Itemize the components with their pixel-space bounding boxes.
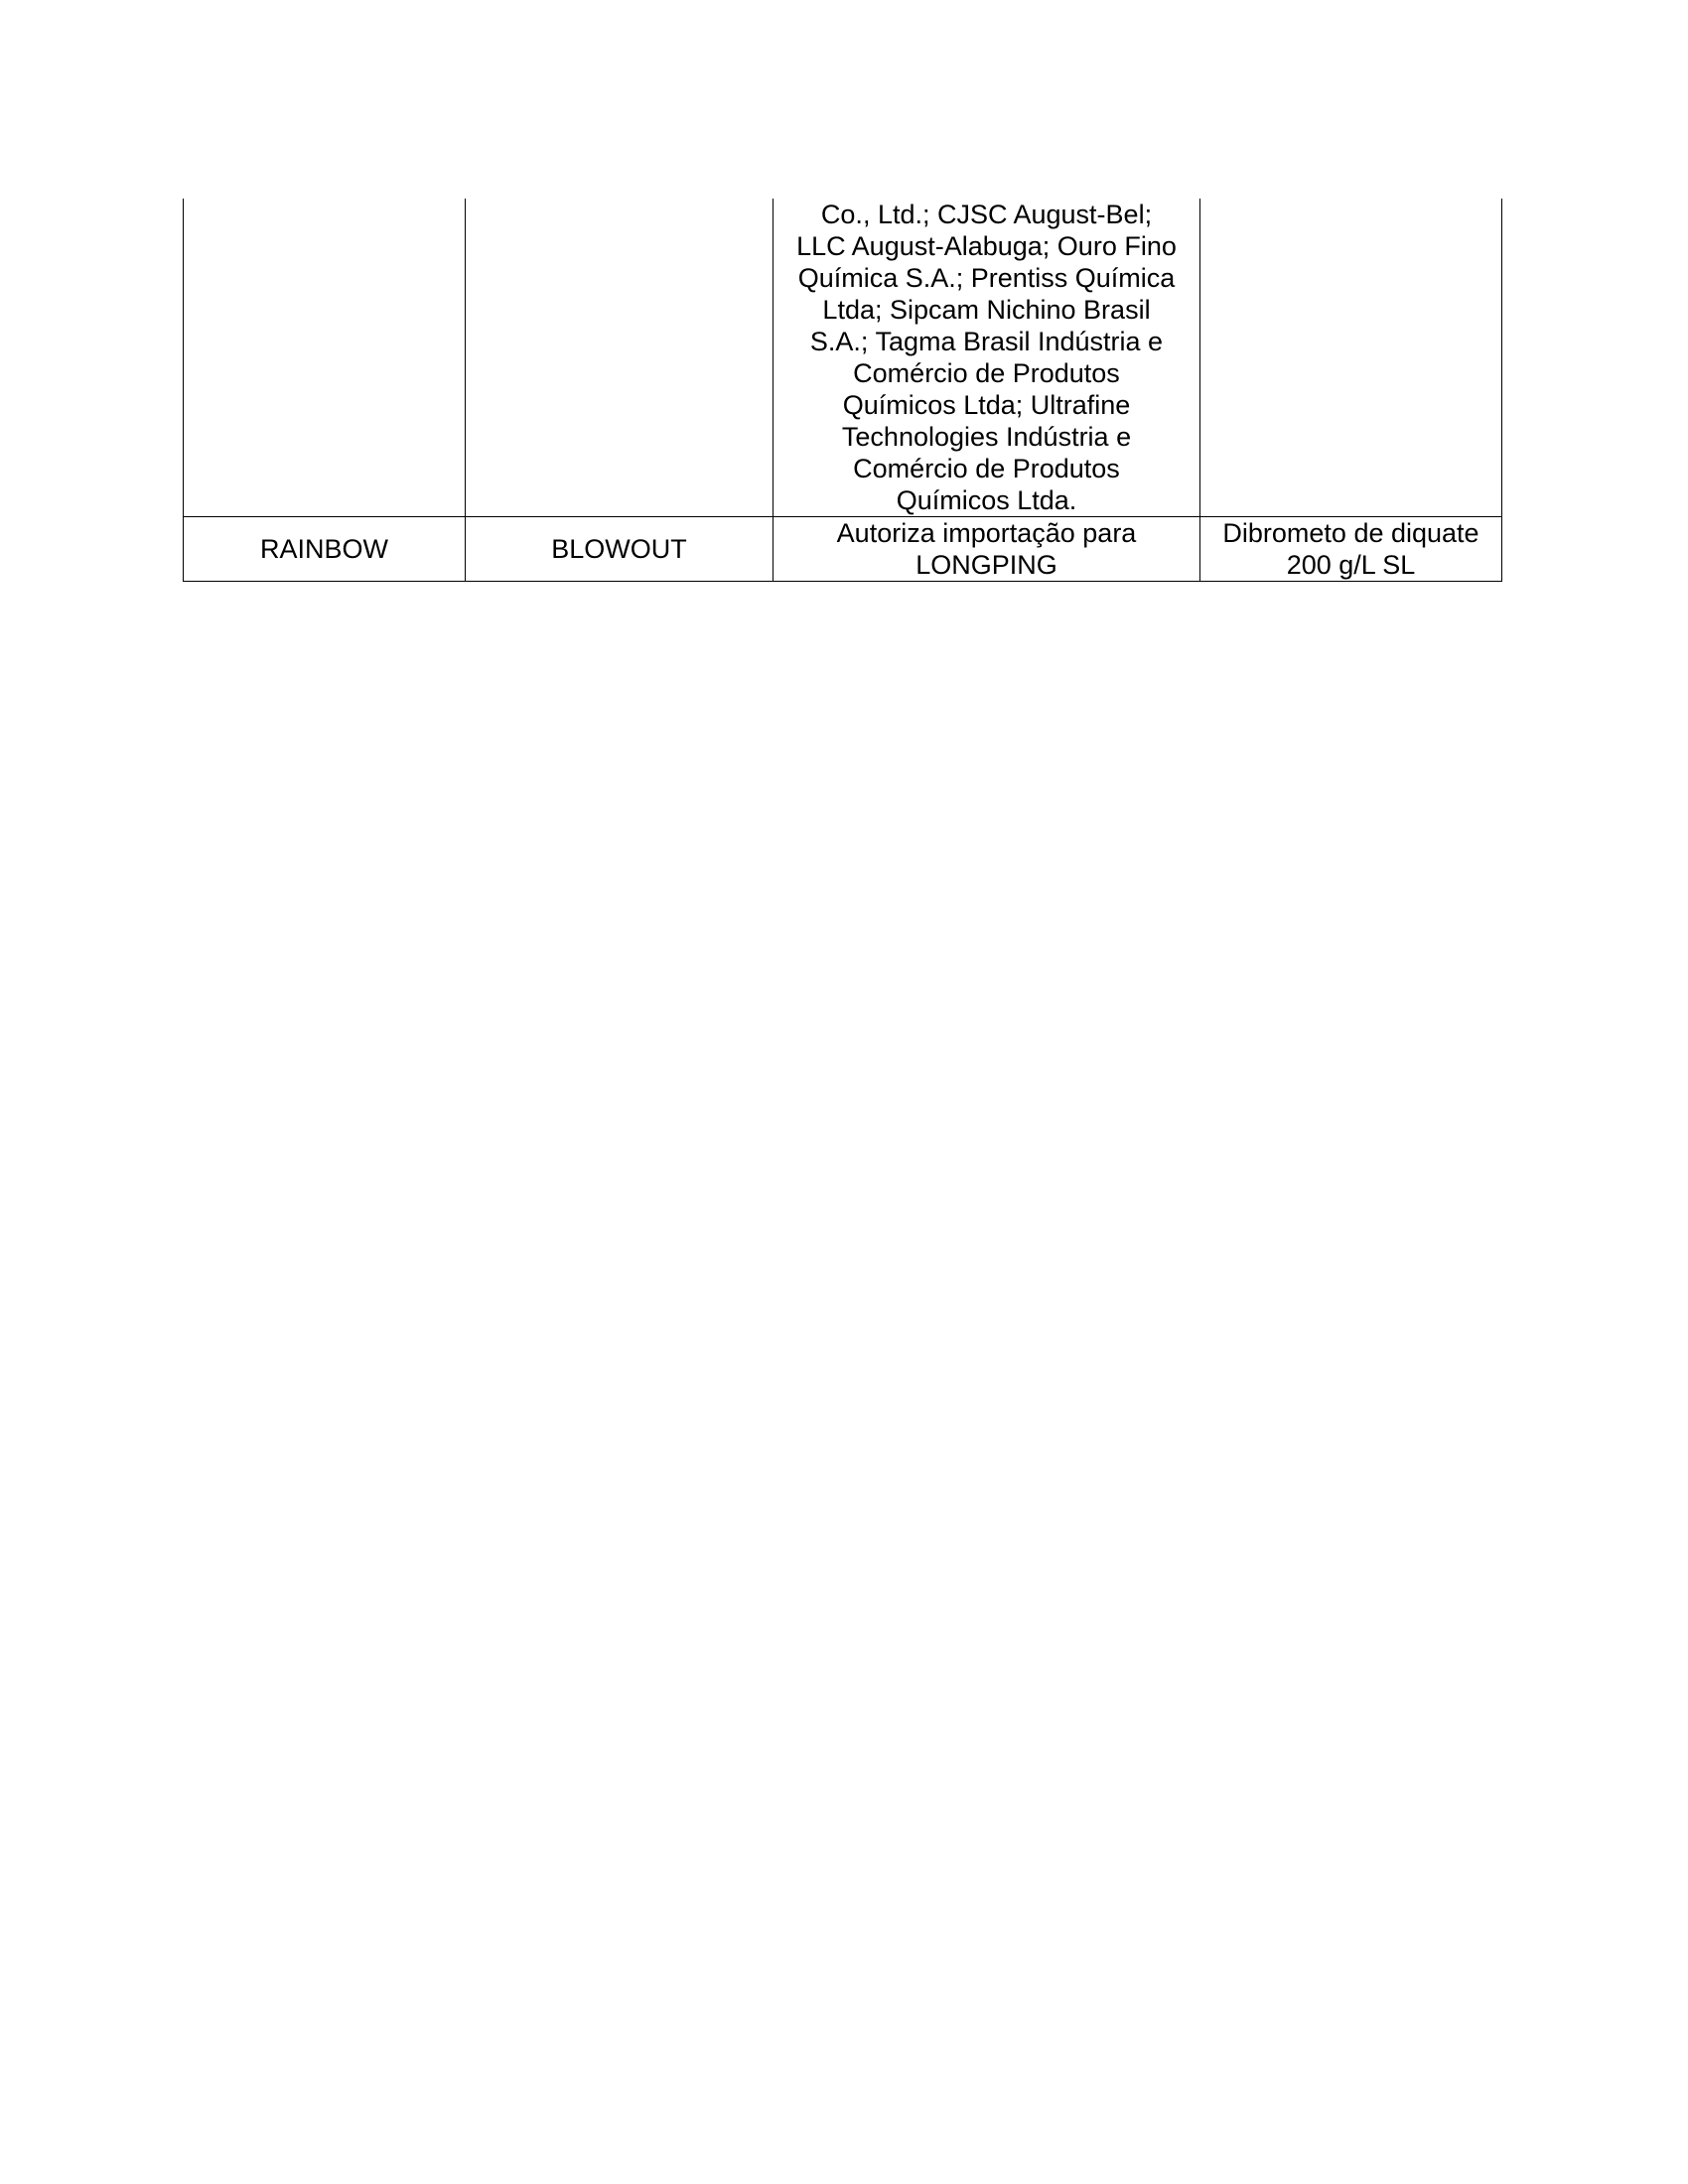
- registration-table: [183, 199, 1502, 582]
- table-cell-companies: [774, 199, 1200, 517]
- table-row: [184, 517, 1502, 582]
- cell-line: Químicos Ltda.: [896, 485, 1077, 515]
- cell-line: Co., Ltd.; CJSC August-Bel;: [820, 200, 1153, 229]
- cell-line: LLC August-Alabuga; Ouro Fino: [796, 231, 1177, 261]
- cell-line: Technologies Indústria e: [841, 422, 1132, 452]
- cell-line: Dibrometo de diquate: [1222, 518, 1479, 548]
- table-cell-ingredient: [1200, 517, 1502, 582]
- cell-line: Comércio de Produtos: [853, 358, 1120, 388]
- cell-line: Químicos Ltda; Ultrafine: [842, 390, 1131, 420]
- cell-line: S.A.; Tagma Brasil Indústria e: [809, 327, 1164, 356]
- cell-line: LONGPING: [915, 550, 1057, 580]
- cell-line: Química S.A.; Prentiss Química: [797, 263, 1176, 293]
- table-cell-authorization: [774, 517, 1200, 582]
- cell-line: Ltda; Sipcam Nichino Brasil: [822, 295, 1151, 325]
- cell-line: 200 g/L SL: [1286, 550, 1416, 580]
- table-row-continuation: [184, 199, 1502, 517]
- table-cell: [184, 199, 466, 517]
- table-cell: [466, 199, 774, 517]
- table-cell: [1200, 199, 1502, 517]
- table-cell-applicant: RAINBOW: [184, 517, 466, 582]
- cell-line: Autoriza importação para: [836, 518, 1137, 548]
- cell-line: Comércio de Produtos: [853, 454, 1120, 483]
- table-cell-product: BLOWOUT: [466, 517, 774, 582]
